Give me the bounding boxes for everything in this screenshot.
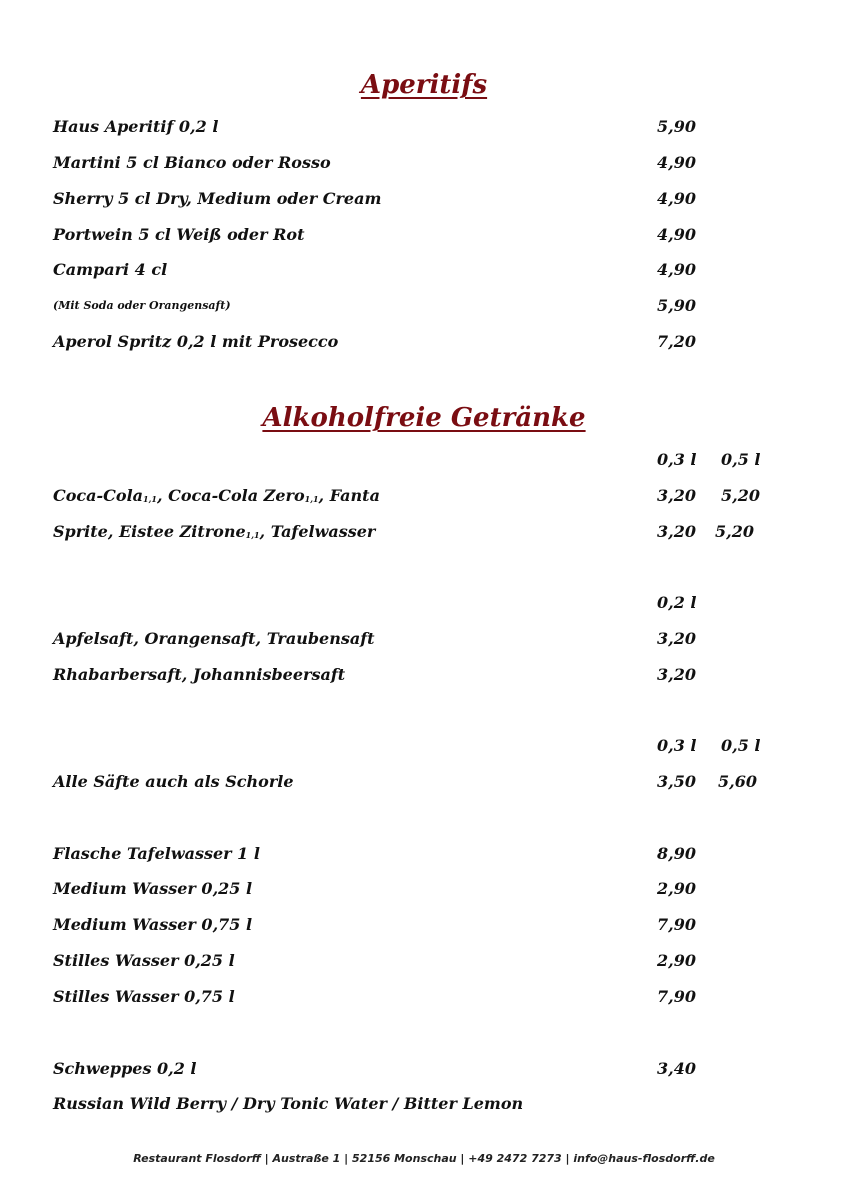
item-name: Sprite, Eistee Zitrone$_{1,1}$, Tafelwasser — [53, 522, 376, 541]
item-name: Stilles Wasser 0,25 l — [53, 951, 235, 970]
item-price: 4,90 — [657, 189, 696, 208]
menu-item — [53, 627, 813, 651]
item-varieties: Russian Wild Berry / Dry Tonic Water / Bitter Lemon — [53, 1094, 524, 1113]
item-name: Stilles Wasser 0,75 l — [53, 987, 235, 1006]
menu-item — [53, 1057, 813, 1081]
size-header — [53, 734, 813, 758]
item-name: Rhabarbersaft, Johannisbeersaft — [53, 665, 346, 684]
item-price: 5,60 — [718, 772, 757, 791]
item-name: Alle Säfte auch als Schorle — [53, 772, 294, 791]
item-price: 4,90 — [657, 260, 696, 279]
menu-item — [53, 151, 813, 175]
menu-item — [53, 520, 813, 544]
menu-item — [53, 877, 813, 901]
item-name: Schweppes 0,2 l — [53, 1059, 197, 1078]
menu-item — [53, 842, 813, 866]
item-price: 7,90 — [657, 915, 696, 934]
menu-item — [53, 770, 813, 794]
menu-item — [53, 913, 813, 937]
additive-note: 1,1 — [245, 530, 260, 540]
menu-item — [53, 115, 813, 139]
footer-address: Restaurant Flosdorff | Austraße 1 | 52156 Monschau | +49 2472 7273 | info@haus-flosdorff.de — [133, 1152, 715, 1165]
menu-item — [53, 187, 813, 211]
item-price: 4,90 — [657, 153, 696, 172]
item-price: 3,40 — [657, 1059, 696, 1078]
menu-item — [53, 294, 813, 318]
item-name: Apfelsaft, Orangensaft, Traubensaft — [53, 629, 375, 648]
item-name: Flasche Tafelwasser 1 l — [53, 844, 260, 863]
item-name: Medium Wasser 0,25 l — [53, 879, 253, 898]
item-price: 3,20 — [657, 522, 696, 541]
menu-item — [53, 985, 813, 1009]
item-name: Martini 5 cl Bianco oder Rosso — [53, 153, 331, 172]
item-price: 7,90 — [657, 987, 696, 1006]
item-price: 2,90 — [657, 951, 696, 970]
menu-item — [53, 949, 813, 973]
item-price: 4,90 — [657, 225, 696, 244]
item-price: 7,20 — [657, 332, 696, 351]
item-price: 5,90 — [657, 296, 696, 315]
item-price: 5,20 — [715, 522, 754, 541]
item-name: Coca-Cola$_{1,1}$, Coca-Cola Zero$_{1,1}$, Fanta — [53, 486, 380, 505]
item-price: 3,20 — [657, 629, 696, 648]
item-price: 5,20 — [721, 486, 760, 505]
size-header — [53, 448, 813, 472]
size-label: 0,3 l — [657, 736, 697, 755]
item-price: 3,20 — [657, 665, 696, 684]
size-label: 0,2 l — [657, 593, 697, 612]
section-title-aperitifs: Aperitifs — [360, 70, 488, 100]
size-label: 0,3 l — [657, 450, 697, 469]
size-label: 0,5 l — [721, 450, 761, 469]
item-name: Haus Aperitif 0,2 l — [53, 117, 219, 136]
item-price: 8,90 — [657, 844, 696, 863]
item-price: 3,50 — [657, 772, 696, 791]
menu-item — [53, 663, 813, 687]
additive-note: 1,1 — [304, 494, 319, 504]
menu-item — [53, 223, 813, 247]
menu-item — [53, 484, 813, 508]
item-name: Portwein 5 cl Weiß oder Rot — [53, 225, 305, 244]
menu-item-varieties — [53, 1092, 813, 1116]
item-name: Medium Wasser 0,75 l — [53, 915, 253, 934]
section-title-alkoholfreie-getraenke: Alkoholfreie Getränke — [262, 403, 586, 433]
item-price: 5,90 — [657, 117, 696, 136]
additive-note: 1,1 — [143, 494, 157, 504]
item-price: 2,90 — [657, 879, 696, 898]
item-name: Sherry 5 cl Dry, Medium oder Cream — [53, 189, 382, 208]
item-name: Aperol Spritz 0,2 l mit Prosecco — [53, 332, 339, 351]
menu-item — [53, 330, 813, 354]
item-note: (Mit Soda oder Orangensaft) — [53, 299, 231, 312]
item-name: Campari 4 cl — [53, 260, 168, 279]
item-price: 3,20 — [657, 486, 696, 505]
size-label: 0,5 l — [721, 736, 761, 755]
size-header — [53, 591, 813, 615]
menu-item — [53, 258, 813, 282]
